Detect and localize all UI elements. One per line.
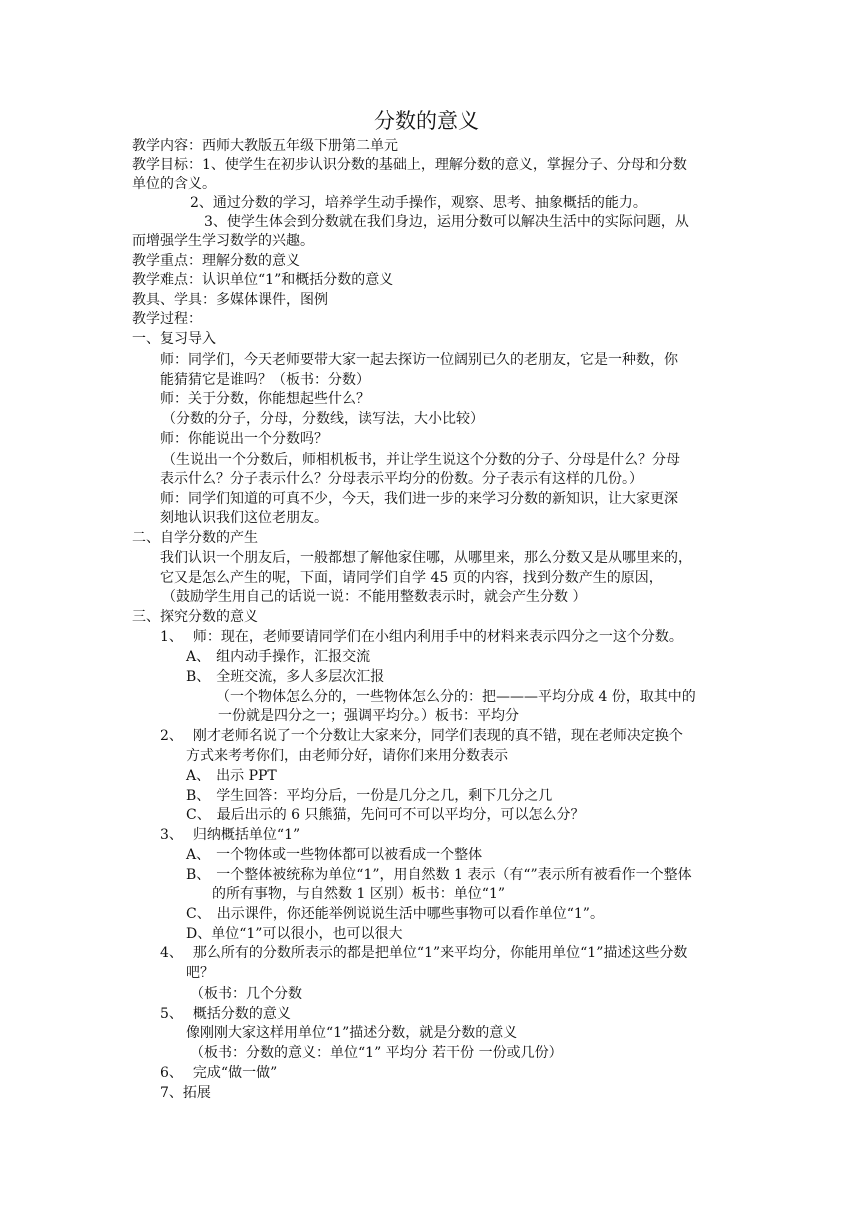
section-1-paragraph: （生说出一个分数后，师相机板书，并让学生说这个分数的分子、分母是什么？分母 [162, 452, 680, 468]
numbered-item-1 [160, 627, 683, 647]
item-text: 组内动手操作，汇报交流 [216, 649, 371, 665]
item-letter: A、 [186, 649, 211, 665]
teaching-difficulty: 教学难点：认识单位“1”和概括分数的意义 [132, 272, 394, 288]
numbered-item-2 [160, 726, 683, 746]
item-text: 完成“做一做” [192, 1065, 278, 1081]
sub-item-c [186, 805, 585, 825]
sub-item-b [186, 865, 692, 885]
sub-item-b-note: 一份就是四分之一；强调平均分。）板书：平均分 [218, 708, 519, 724]
numbered-item-6 [160, 1063, 277, 1083]
item-text: 单位“1”可以很小，也可以很大 [211, 926, 403, 942]
item-letter: A、 [186, 847, 211, 863]
teaching-content: 教学内容：西师大教版五年级下册第二单元 [132, 138, 398, 154]
teaching-goal-3-line-2: 而增强学生学习数学的兴趣。 [132, 233, 314, 249]
sub-item-a [186, 766, 277, 786]
item-letter: A、 [186, 768, 211, 784]
sub-item-a [186, 845, 482, 865]
item-text: 刚才老师名说了一个分数让大家来分，同学们表现的真不错，现在老师决定换个 [192, 728, 683, 744]
item-number: 6、 [160, 1065, 183, 1081]
item-text: 一个整体被统称为单位“1”，用自然数 1 表示（有“”表示所有被看作一个整体 [216, 867, 692, 883]
section-2-heading: 二、自学分数的产生 [132, 530, 258, 546]
section-3-heading: 三、探究分数的意义 [132, 609, 258, 625]
item-text: 师：现在，老师要请同学们在小组内利用手中的材料来表示四分之一这个分数。 [192, 629, 683, 645]
sub-item-b [186, 786, 552, 806]
item-letter: D、 [186, 926, 212, 942]
teaching-goal-line-1: 教学目标：1、使学生在初步认识分数的基础上，理解分数的意义，掌握分子、分母和分数 [132, 157, 687, 173]
item-number: 4、 [160, 945, 183, 961]
section-1-paragraph: 师：同学们知道的可真不少，今天，我们进一步的来学习分数的新知识，让大家更深 [160, 491, 678, 507]
item-number: 2、 [160, 728, 183, 744]
item-letter: C、 [186, 906, 211, 922]
section-1-paragraph: 师：同学们，今天老师要带大家一起去探访一位阔别已久的老朋友，它是一种数，你 [160, 352, 678, 368]
teaching-focus: 教学重点：理解分数的意义 [132, 253, 300, 269]
numbered-item-5-note: （板书：分数的意义：单位“1” 平均分 若干份 一份或几份） [190, 1045, 563, 1061]
teaching-goal-line-2: 单位的含义。 [132, 176, 216, 192]
numbered-item-5 [160, 1004, 291, 1024]
numbered-item-4-note: （板书：几个分数 [190, 986, 302, 1002]
sub-item-c [186, 904, 604, 924]
item-number: 7、 [160, 1085, 183, 1101]
item-text: 拓展 [182, 1085, 211, 1101]
sub-item-a [186, 647, 370, 667]
sub-item-b-continued: 的所有事物，与自然数 1 区别）板书：单位“1” [212, 886, 506, 902]
numbered-item-4 [160, 943, 687, 963]
item-letter: B、 [186, 669, 211, 685]
section-1-paragraph: 表示什么？分子表示什么？分母表示平均分的份数。分子表示有这样的几份。） [160, 471, 643, 487]
item-letter: B、 [186, 788, 211, 804]
item-text: 学生回答：平均分后，一份是几分之几，剩下几分之几 [216, 788, 553, 804]
item-text: 出示课件，你还能举例说说生活中哪些事物可以看作单位“1”。 [216, 906, 604, 922]
teaching-aids: 教具、学具：多媒体课件，图例 [132, 292, 328, 308]
item-text: 那么所有的分数所表示的都是把单位“1”来平均分，你能用单位“1”描述这些分数 [192, 945, 688, 961]
document-title: 分数的意义 [374, 109, 479, 133]
item-number: 5、 [160, 1006, 183, 1022]
teaching-goal-2: 2、通过分数的学习，培养学生动手操作，观察、思考、抽象概括的能力。 [190, 195, 647, 211]
item-text: 一个物体或一些物体都可以被看成一个整体 [216, 847, 483, 863]
numbered-item-7 [160, 1083, 211, 1103]
numbered-item-3 [160, 825, 300, 845]
section-1-paragraph: 能猜猜它是谁吗？（板书：分数） [160, 372, 370, 388]
section-1-paragraph: 师：关于分数，你能想起些什么？ [160, 391, 370, 407]
section-2-paragraph: （鼓励学生用自己的话说一说：不能用整数表示时，就会产生分数 ） [162, 589, 587, 605]
section-1-paragraph: （分数的分子，分母，分数线，读写法，大小比较） [162, 411, 484, 427]
section-1-heading: 一、复习导入 [132, 331, 216, 347]
sub-item-b [186, 667, 384, 687]
section-1-paragraph: 刻地认识我们这位老朋友。 [160, 510, 328, 526]
item-letter: B、 [186, 867, 211, 883]
section-2-paragraph: 它又是怎么产生的呢，下面，请同学们自学 45 页的内容，找到分数产生的原因， [160, 570, 663, 586]
item-text: 出示 PPT [216, 768, 277, 784]
teaching-process-heading: 教学过程： [132, 311, 202, 327]
sub-item-d [186, 924, 402, 944]
item-text: 全班交流，多人多层次汇报 [216, 669, 385, 685]
item-number: 1、 [160, 629, 183, 645]
item-text: 最后出示的 6 只熊猫，先问可不可以平均分，可以怎么分？ [216, 807, 585, 823]
section-1-paragraph: 师：你能说出一个分数吗？ [160, 431, 328, 447]
sub-item-b-note: （一个物体怎么分的，一些物体怎么分的：把———平均分成 4 份，取其中的 [216, 689, 696, 705]
section-2-paragraph: 我们认识一个朋友后，一般都想了解他家住哪，从哪里来，那么分数又是从哪里来的， [160, 550, 692, 566]
teaching-goal-3-line-1: 3、使学生体会到分数就在我们身边，运用分数可以解决生活中的实际问题，从 [204, 214, 689, 230]
numbered-item-4-continued: 吧？ [186, 965, 214, 981]
item-text: 归纳概括单位“1” [192, 827, 301, 843]
numbered-item-2-continued: 方式来考考你们，由老师分好，请你们来用分数表示 [186, 748, 508, 764]
item-number: 3、 [160, 827, 183, 843]
numbered-item-5-continued: 像刚刚大家这样用单位“1”描述分数，就是分数的意义 [186, 1025, 518, 1041]
item-letter: C、 [186, 807, 211, 823]
item-text: 概括分数的意义 [192, 1006, 291, 1022]
